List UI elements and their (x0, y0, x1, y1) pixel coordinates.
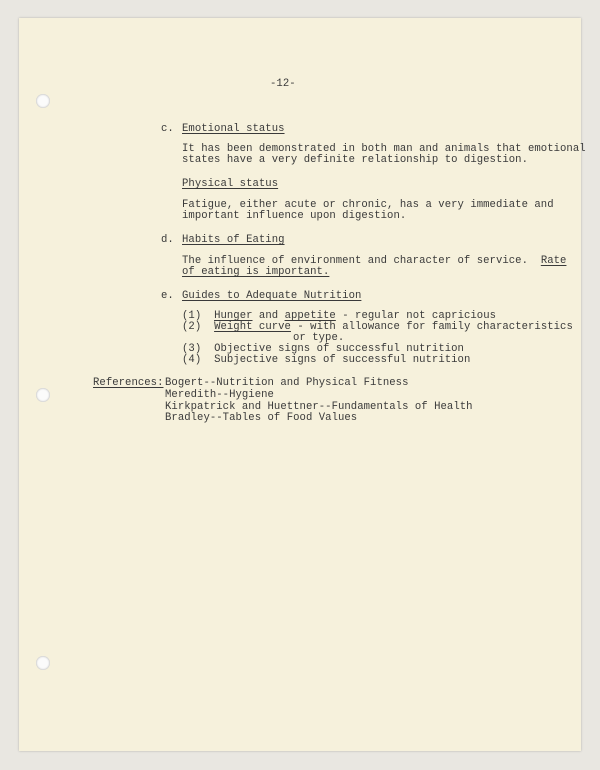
reference-item: Bogert--Nutrition and Physical Fitness (165, 377, 409, 389)
guide-item-4 (182, 355, 470, 367)
guide-item-1-hunger: Hunger (214, 310, 253, 322)
guide-item-2-weight-curve: Weight curve (214, 321, 291, 333)
page-number: -12- (270, 78, 296, 90)
punch-hole (36, 94, 50, 108)
guide-item-4-number: (4) (182, 354, 202, 366)
guide-item-3-text: Objective signs of successful nutrition (214, 343, 464, 355)
physical-status-heading: Physical status (182, 178, 279, 190)
physical-paragraph-line-2: important influence upon digestion. (182, 210, 407, 222)
section-letter-d: d. (161, 234, 174, 246)
punch-hole (36, 388, 50, 402)
emotional-paragraph-line-1: It has been demonstrated in both man and animals that emotional (182, 143, 586, 155)
guide-item-3-number: (3) (182, 343, 202, 355)
section-letter-c: c. (161, 123, 174, 135)
emotional-status-heading: Emotional status (182, 123, 285, 135)
reference-item: Bradley--Tables of Food Values (165, 412, 358, 425)
reference-item: Kirkpatrick and Huettner--Fundamentals of Health (165, 400, 473, 413)
guides-heading: Guides to Adequate Nutrition (182, 290, 362, 302)
references-label: References: (93, 377, 164, 389)
guide-item-2-number: (2) (182, 321, 202, 333)
habits-line-1-text: The influence of environment and character of service. (182, 255, 541, 267)
habits-of-eating-heading: Habits of Eating (182, 234, 285, 246)
habits-line-1-underlined: Rate (540, 255, 567, 267)
guide-item-1-and: and (252, 310, 285, 322)
guide-item-2-rest: - with allowance for family characteristics (290, 321, 573, 333)
punch-hole (36, 656, 50, 670)
habits-paragraph-line-2: of eating is important. (182, 266, 330, 278)
references-list (165, 378, 473, 425)
guide-item-1-appetite: appetite (284, 310, 336, 322)
guide-item-1-number: (1) (182, 310, 202, 322)
guide-item-1-rest: - regular not capricious (335, 310, 497, 322)
guide-item-2 (182, 322, 573, 334)
guide-item-4-text: Subjective signs of successful nutrition (214, 354, 471, 366)
emotional-paragraph-line-2: states have a very definite relationship to digestion. (182, 154, 528, 166)
reference-item: Meredith--Hygiene (165, 388, 274, 401)
physical-paragraph-line-1: Fatigue, either acute or chronic, has a very immediate and (182, 199, 554, 211)
guide-item-2-continuation: or type. (293, 332, 345, 344)
section-letter-e: e. (161, 290, 174, 302)
